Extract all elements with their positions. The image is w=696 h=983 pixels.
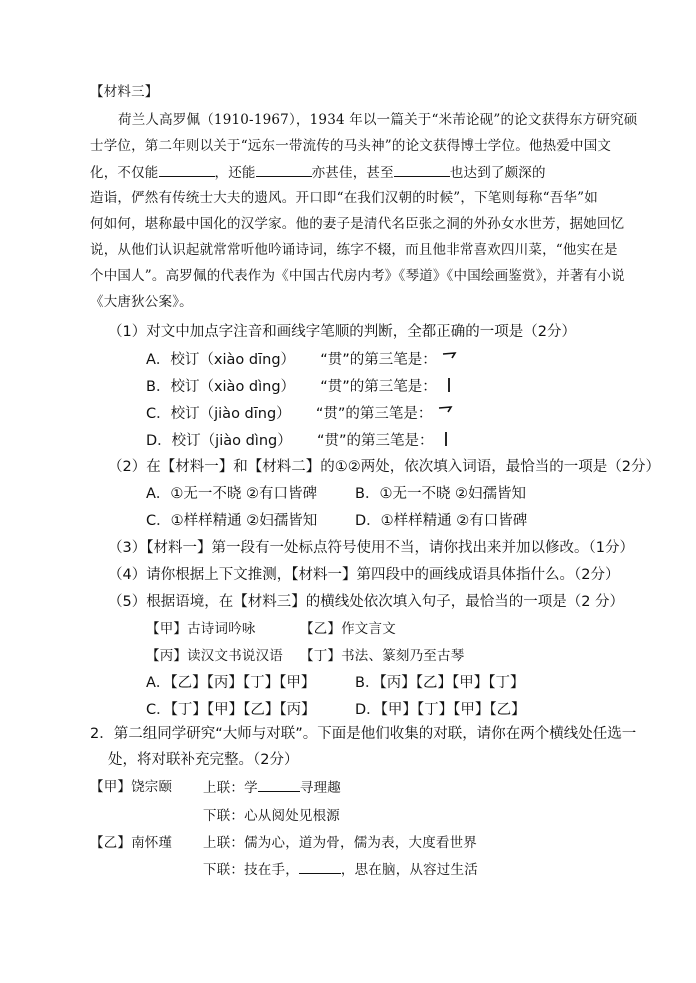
q5-item-ding: 【丁】书法、篆刻乃至古琴 [300,648,465,664]
material3-line-2: 士学位，第二年则以关于“远东一带流传的马头神”的论文获得博士学位。他热爱中国文 [90,138,612,154]
fill-blank-2[interactable] [256,162,312,177]
couplet-jia-lower: 下联：心从阅处见根源 [203,808,340,824]
couplet-blank-1[interactable] [258,777,300,792]
q1-option-d-label: D．校订（jiào dìng） [146,433,292,449]
q5-option-c[interactable]: C．【丁】【甲】【乙】【丙】 [146,702,316,718]
q5-option-a[interactable]: A．【乙】【丙】【丁】【甲】 [146,675,316,691]
fill-blank-1[interactable] [159,162,215,177]
couplet-yi-author: 【乙】南怀瑾 [90,835,173,851]
material3-line-1: 荷兰人高罗佩（1910-1967），1934 年以一篇关于“米芾论砚”的论文获得东方研究硕 [118,112,638,128]
material3-line-6: 说，从他们认识起就常常听他吟诵诗词，练字不辍，而且他非常喜欢四川菜，“他实在是 [90,242,618,258]
q5-option-b[interactable]: B．【丙】【乙】【甲】【丁】 [355,675,525,691]
couplet-yi-upper: 上联：儒为心，道为骨，儒为表，大度看世界 [203,835,477,851]
couplet-jia-upper [203,777,341,798]
q2-stem: （2）在【材料一】和【材料二】的①②两处，依次填入词语，最恰当的一项是（2分） [108,459,660,475]
material3-line-7: 个中国人”。高罗佩的代表作为《中国古代房内考》《琴道》《中国绘画鉴赏》，并著有小说 [90,268,625,284]
horizontal-hook-stroke-icon [441,349,459,367]
couplet-jia-upper-text-b: 寻理趣 [299,780,341,796]
section2-stem-line-2: 处，将对联补充完整。（2分） [108,752,299,768]
q5-item-bing: 【丙】读汉文书说汉语 [146,648,283,664]
q5-item-yi: 【乙】作文言文 [300,621,396,637]
q1-stem: （1）对文中加点字注音和画线字笔顺的判断，全都正确的一项是（2分） [108,324,576,340]
section2-stem-line-1: 2．第二组同学研究“大师与对联”。下面是他们收集的对联，请你在两个横线处任选一 [90,726,637,742]
q1-option-c-label: C．校订（jiào dīng） [146,406,291,422]
q5-option-d[interactable]: D．【甲】【丁】【甲】【乙】 [355,702,526,718]
q4-stem: （4）请你根据上下文推测，【材料一】第四段中的画线成语具体指什么。（2分） [108,567,620,583]
q1-option-a-stroke-text: “贯”的第三笔是： [320,352,437,368]
material3-line-3-text-c: 亦甚佳，甚至 [311,165,394,181]
material3-line-8: 《大唐狄公案》。 [90,294,193,310]
couplet-yi-lower-text-b: ，思在脑，从容过生活 [340,862,478,878]
q2-option-d[interactable]: D．①样样精通 ②有口皆碑 [355,513,528,529]
couplet-jia-upper-text-a: 上联：学 [203,780,258,796]
material3-line-4: 造诣，俨然有传统士大夫的遗风。开口即“在我们汉朝的时候”，下笔则每称“吾华”如 [90,190,598,206]
fill-blank-3[interactable] [394,162,450,177]
q1-option-c-stroke-text: “贯”的第三笔是： [315,406,433,422]
q5-item-jia: 【甲】古诗词吟咏 [146,621,256,637]
q1-option-b-stroke-text: “贯”的第三笔是： [320,379,437,395]
q2-option-a[interactable]: A．①无一不晓 ②有口皆碑 [146,486,318,502]
q1-option-d-stroke-text: “贯”的第三笔是： [316,433,434,449]
horizontal-hook-stroke-icon [437,403,455,421]
q1-option-b[interactable] [146,376,459,397]
couplet-yi-lower-text-a: 下联：技在手， [203,862,299,878]
q3-stem: （3）【材料一】第一段有一处标点符号使用不当，请你找出来并加以修改。（1分） [108,540,634,556]
q2-option-b[interactable]: B．①无一不晓 ②妇孺皆知 [355,486,527,502]
q1-option-a[interactable] [146,349,459,370]
material3-line-5: 何如何，堪称最中国化的汉学家。他的妻子是清代名臣张之洞的外孙女水世芳，据她回忆 [90,216,625,232]
material3-line-3-text-a: 化，不仅能 [90,165,159,181]
couplet-yi-lower [203,859,478,880]
q5-stem: （5）根据语境，在【材料三】的横线处依次填入句子，最恰当的一项是（2 分） [108,594,625,610]
q1-option-c[interactable] [146,403,455,424]
vertical-stroke-icon [441,376,459,394]
q1-option-d[interactable] [146,430,456,451]
material3-line-3-text-b: ，还能 [214,165,256,181]
q1-option-b-label: B．校订（xiào dìng） [146,379,296,395]
material3-line-3 [90,162,546,183]
couplet-blank-2[interactable] [299,859,341,874]
couplet-jia-author: 【甲】饶宗颐 [90,779,173,795]
q1-option-a-label: A．校订（xiào dīng） [146,352,296,368]
q2-option-c[interactable]: C．①样样精通 ②妇孺皆知 [146,513,318,529]
material3-line-3-text-d: 也达到了颇深的 [449,165,546,181]
vertical-stroke-icon [438,430,456,448]
material3-heading: 【材料三】 [90,84,159,100]
